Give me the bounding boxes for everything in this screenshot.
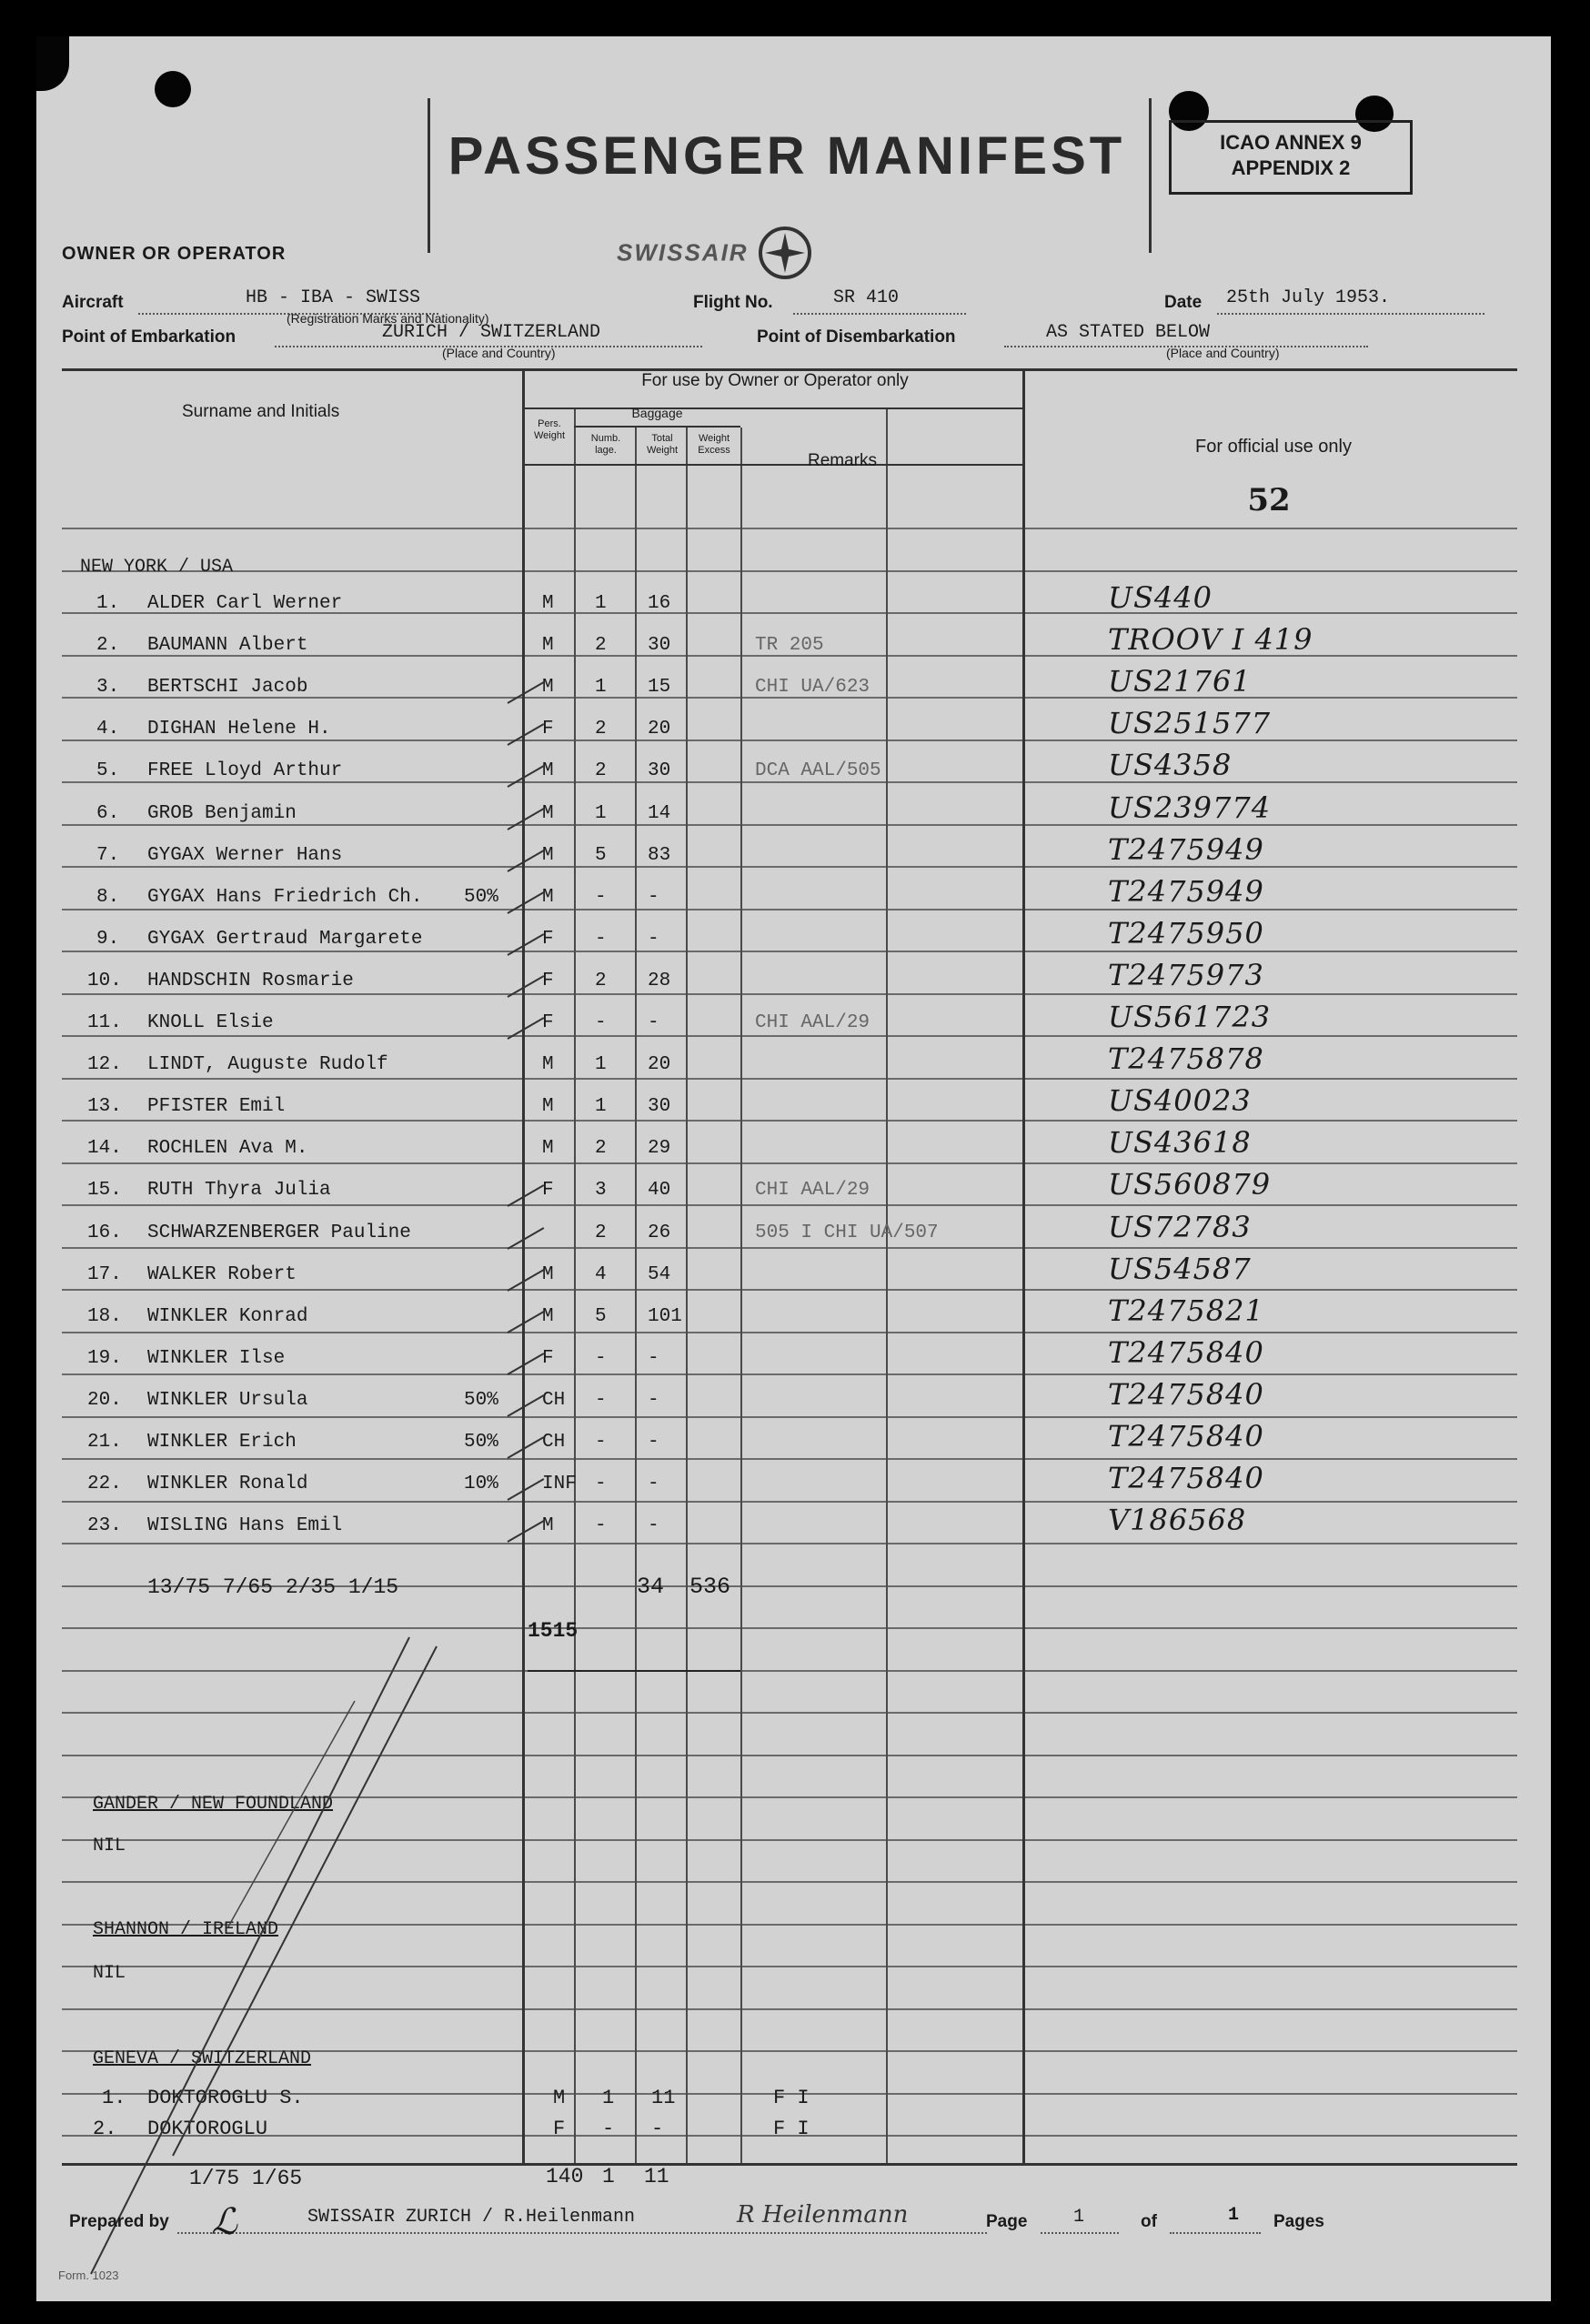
official-stamp: US561723 [1108,1000,1272,1034]
section-title-newyork: NEW YORK / USA [80,557,234,578]
shannon-value: NIL [93,1963,126,1984]
passenger-remarks: CHI UA/623 [755,677,870,698]
passenger-sex: M [542,593,554,614]
passenger-name: WINKLER Ursula [147,1390,308,1411]
flight-value: SR 410 [833,287,900,308]
baggage-pieces: - [595,1474,607,1494]
baggage-weight: 83 [648,845,671,866]
pers-weight-header-1: Pers. [538,418,561,429]
passenger-number: 2. [93,2118,117,2140]
baggage-pieces: 1 [595,803,607,824]
passenger-number: 16. [87,1222,122,1243]
page-label: Page [986,2212,1028,2231]
page-line [1041,2232,1119,2234]
passenger-name: PFISTER Emil [147,1096,286,1117]
passenger-number: 5. [96,760,120,781]
official-stamp: T2475949 [1108,832,1264,867]
baggage-weight: - [648,1012,659,1033]
official-stamp: T2475840 [1108,1335,1264,1370]
official-stamp: US251577 [1108,706,1272,740]
passenger-sex: CH [542,1390,566,1411]
passenger-fare-percent: 50% [464,1390,498,1411]
of-value: 1 [1228,2205,1240,2226]
passenger-remarks: DCA AAL/505 [755,760,881,781]
baggage-pieces: 2 [595,1222,607,1243]
official-stamp: T2475821 [1108,1293,1264,1328]
passenger-remarks: F I [773,2087,810,2109]
passenger-number: 2. [96,635,120,656]
passenger-remarks: TR 205 [755,635,824,656]
passenger-sex: M [542,1515,554,1536]
aircraft-label: Aircraft [62,293,124,312]
baggage-pieces: 1 [602,2087,615,2109]
passenger-remarks: CHI AAL/29 [755,1012,870,1033]
passenger-name: GYGAX Hans Friedrich Ch. [147,887,423,908]
form-label: Form. 1023 [58,2269,119,2282]
section-title-shannon: SHANNON / IRELAND [93,1919,279,1940]
baggage-weight: - [648,1432,659,1453]
owner-use-header: For use by Owner or Operator only [641,371,909,390]
official-stamp: V186568 [1108,1503,1247,1537]
passenger-number: 19. [87,1348,122,1369]
baggage-pieces: - [595,1390,607,1411]
passenger-sex: F [542,1348,554,1369]
baggage-weight: - [648,1515,659,1536]
passenger-sex: M [553,2087,566,2109]
passenger-name: RUTH Thyra Julia [147,1180,331,1201]
page-value: 1 [1073,2207,1085,2228]
newyork-total-weight: 536 [689,1574,731,1600]
passenger-number: 8. [96,887,120,908]
passenger-fare-percent: 50% [464,1432,498,1453]
baggage-pieces: - [595,1432,607,1453]
passenger-sex: F [542,1012,554,1033]
baggage-pieces: 1 [595,1096,607,1117]
passenger-sex: INF [542,1474,577,1494]
passenger-sex: M [542,1096,554,1117]
baggage-weight: 30 [648,760,671,781]
disembarkation-value: AS STATED BELOW [1046,322,1211,343]
baggage-weight: - [648,1474,659,1494]
icao-line-1: ICAO ANNEX 9 [1220,131,1362,154]
baggage-weight: - [648,929,659,950]
passenger-name: DOKTOROGLU [147,2118,268,2140]
passenger-name: FREE Lloyd Arthur [147,760,343,781]
passenger-number: 18. [87,1306,122,1327]
owner-label: OWNER OR OPERATOR [62,244,287,264]
pages-label: Pages [1273,2212,1324,2231]
baggage-weight: 40 [648,1180,671,1201]
passenger-number: 4. [96,719,120,739]
baggage-pieces: 5 [595,845,607,866]
passenger-number: 10. [87,971,122,991]
passenger-number: 17. [87,1264,122,1285]
baggage-pieces: 1 [595,677,607,698]
passenger-name: BERTSCHI Jacob [147,677,308,698]
baggage-weight: - [648,1390,659,1411]
passenger-number: 13. [87,1096,122,1117]
disembarkation-note: (Place and Country) [1166,346,1280,360]
preparer-initial: ℒ [211,2201,237,2243]
passenger-name: HANDSCHIN Rosmarie [147,971,354,991]
prepared-value: SWISSAIR ZURICH / R.Heilenmann [307,2207,636,2228]
passenger-name: ROCHLEN Ava M. [147,1138,308,1159]
official-stamp: US440 [1108,580,1213,615]
flight-label: Flight No. [693,293,773,312]
passenger-number: 14. [87,1138,122,1159]
passenger-remarks: 505 I CHI UA/507 [755,1222,939,1243]
baggage-header: Baggage [631,406,683,420]
prepared-line [177,2232,987,2234]
page-title: PASSENGER MANIFEST [448,126,1126,186]
passenger-number: 6. [96,803,120,824]
passenger-sex: M [542,1264,554,1285]
disembarkation-label: Point of Disembarkation [757,327,956,347]
passenger-number: 12. [87,1054,122,1075]
baggage-weight: 54 [648,1264,671,1285]
passenger-sex: F [542,929,554,950]
passenger-number: 20. [87,1390,122,1411]
baggage-pieces: - [595,929,607,950]
passenger-number: 23. [87,1515,122,1536]
numb-header-1: Numb. [590,433,621,444]
baggage-weight: 30 [648,1096,671,1117]
passenger-name: WINKLER Erich [147,1432,297,1453]
baggage-weight: 28 [648,971,671,991]
icao-line-2: APPENDIX 2 [1231,156,1351,179]
baggage-pieces: 2 [595,635,607,656]
baggage-weight: 20 [648,719,671,739]
aircraft-value: HB - IBA - SWISS [246,287,421,308]
passenger-sex: CH [542,1432,566,1453]
section-title-gander: GANDER / NEW FOUNDLAND [93,1794,334,1815]
passenger-sex: M [542,887,554,908]
newyork-summary: 13/75 7/65 2/35 1/15 [147,1575,399,1599]
baggage-pieces: 2 [595,1138,607,1159]
newyork-total-pieces: 34 [637,1574,665,1600]
official-stamp: US43618 [1108,1125,1252,1160]
numb-header-2: lage. [595,445,617,456]
geneva-total-pieces: 1 [602,2165,615,2188]
passenger-name: ALDER Carl Werner [147,593,343,614]
geneva-total-pers: 140 [546,2165,584,2188]
geneva-summary: 1/75 1/65 [189,2167,303,2190]
embarkation-label: Point of Embarkation [62,327,236,347]
gander-value: NIL [93,1836,126,1856]
official-stamp: US54587 [1108,1252,1252,1286]
official-stamp: US40023 [1108,1083,1252,1118]
official-stamp: US4358 [1108,748,1233,782]
surname-header: Surname and Initials [182,402,340,421]
official-stamp: US239774 [1108,790,1272,825]
official-stamp: US560879 [1108,1167,1272,1202]
passenger-sex: F [542,971,554,991]
baggage-pieces: - [595,887,607,908]
total-weight-header-2: Weight [646,445,679,456]
passenger-remarks: F I [773,2118,810,2140]
embarkation-note: (Place and Country) [442,346,556,360]
official-stamp: T2475840 [1108,1461,1264,1495]
prepared-label: Prepared by [69,2212,169,2231]
official-stamp: T2475950 [1108,916,1264,951]
passenger-name: DIGHAN Helene H. [147,719,331,739]
passenger-number: 7. [96,845,120,866]
baggage-weight: - [648,1348,659,1369]
passenger-name: WINKLER Ronald [147,1474,308,1494]
passenger-sex: F [542,1180,554,1201]
passenger-number: 11. [87,1012,122,1033]
newyork-grand-total: 1515 [528,1619,579,1643]
passenger-number: 1. [102,2087,126,2109]
passenger-name: LINDT, Auguste Rudolf [147,1054,388,1075]
passenger-sex: M [542,845,554,866]
baggage-pieces: - [595,1515,607,1536]
passenger-fare-percent: 50% [464,887,498,908]
baggage-weight: 15 [648,677,671,698]
baggage-pieces: 1 [595,593,607,614]
baggage-pieces: - [602,2118,615,2140]
official-stamp: T2475840 [1108,1419,1264,1454]
of-label: of [1141,2212,1157,2231]
passenger-name: GYGAX Gertraud Margarete [147,929,423,950]
official-stamp: US72783 [1108,1210,1252,1244]
passenger-name: DOKTOROGLU S. [147,2087,304,2109]
baggage-pieces: 2 [595,760,607,781]
baggage-weight: 30 [648,635,671,656]
passenger-name: WINKLER Konrad [147,1306,308,1327]
geneva-total-weight: 11 [644,2165,669,2188]
baggage-weight: 20 [648,1054,671,1075]
remarks-header: Remarks [808,451,878,470]
baggage-weight: 14 [648,803,671,824]
manifest-sheet [36,36,1551,2301]
baggage-weight: 16 [648,593,671,614]
baggage-pieces: 2 [595,719,607,739]
passenger-name: GROB Benjamin [147,803,297,824]
passenger-number: 22. [87,1474,122,1494]
section-title-geneva: GENEVA / SWITZERLAND [93,2048,312,2069]
official-number: 52 [1247,482,1291,518]
passenger-name: KNOLL Elsie [147,1012,274,1033]
signature: R Heilenmann [737,2201,909,2228]
passenger-sex: M [542,635,554,656]
date-label: Date [1164,293,1203,312]
baggage-pieces: 2 [595,971,607,991]
passenger-sex: F [553,2118,566,2140]
passenger-sex: M [542,1138,554,1159]
official-stamp: US21761 [1108,664,1252,699]
passenger-number: 21. [87,1432,122,1453]
baggage-weight: - [651,2118,664,2140]
baggage-weight: 26 [648,1222,671,1243]
airline-logo-text: SWISSAIR [617,238,749,267]
passenger-name: WINKLER Ilse [147,1348,286,1369]
baggage-pieces: 5 [595,1306,607,1327]
passenger-sex: M [542,760,554,781]
embarkation-value: ZURICH / SWITZERLAND [382,322,601,343]
of-line [1170,2232,1261,2234]
passenger-sex: M [542,677,554,698]
passenger-name: SCHWARZENBERGER Pauline [147,1222,411,1243]
pen-strokes [36,36,1551,2301]
baggage-pieces: 1 [595,1054,607,1075]
official-stamp: TROOV I 419 [1108,622,1313,657]
total-weight-header-1: Total [651,433,673,444]
official-stamp: T2475973 [1108,958,1264,992]
baggage-pieces: - [595,1012,607,1033]
passenger-name: BAUMANN Albert [147,635,308,656]
passenger-number: 3. [96,677,120,698]
baggage-weight: - [648,887,659,908]
official-stamp: T2475878 [1108,1041,1264,1076]
excess-header-2: Excess [698,445,730,456]
baggage-weight: 101 [648,1306,682,1327]
passenger-sex: M [542,1054,554,1075]
baggage-pieces: - [595,1348,607,1369]
baggage-pieces: 4 [595,1264,607,1285]
passenger-number: 1. [96,593,120,614]
date-value: 25th July 1953. [1226,287,1391,308]
excess-header-1: Weight [698,433,730,444]
baggage-pieces: 3 [595,1180,607,1201]
passenger-remarks: CHI AAL/29 [755,1180,870,1201]
passenger-sex: M [542,803,554,824]
official-stamp: T2475949 [1108,874,1264,909]
passenger-name: GYGAX Werner Hans [147,845,343,866]
official-header: For official use only [1195,437,1352,457]
passenger-name: WISLING Hans Emil [147,1515,343,1536]
official-stamp: T2475840 [1108,1377,1264,1412]
passenger-number: 9. [96,929,120,950]
pers-weight-header-2: Weight [533,430,566,441]
baggage-weight: 11 [651,2087,676,2109]
passenger-fare-percent: 10% [464,1474,498,1494]
passenger-number: 15. [87,1180,122,1201]
baggage-weight: 29 [648,1138,671,1159]
passenger-name: WALKER Robert [147,1264,297,1285]
passenger-sex: M [542,1306,554,1327]
passenger-sex: F [542,719,554,739]
registration-note: (Registration Marks and Nationality) [287,311,489,326]
